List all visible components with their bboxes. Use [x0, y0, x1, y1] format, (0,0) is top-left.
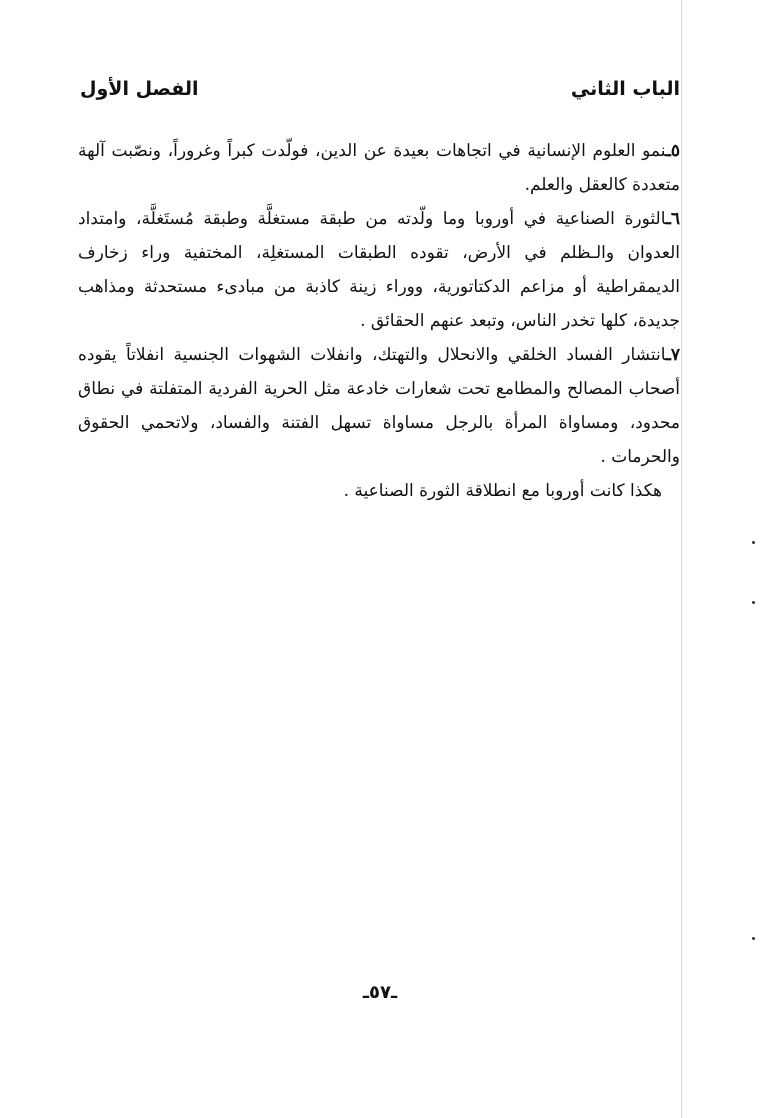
- list-item: [78, 338, 680, 474]
- item-text: انتشار الفساد الخلقي والانحلال والتهتك، وانفلات الشهوات الجنسية انفلاتاً يقوده أصحاب المصالح والمطامع تحت شعارات خادعة مثل الحرية الفردية المتفلتة في نطاق محدود، ومساواة المرأة بالرجل مساواة تسهل الفتنة والفساد، ولاتحمي الحقوق والحرمات .: [78, 345, 680, 467]
- list-item: [78, 134, 680, 202]
- item-number: ٦ـ: [665, 209, 680, 229]
- page-number: ـ٥٧ـ: [362, 982, 398, 1003]
- item-number: ٥ـ: [665, 141, 680, 161]
- body-text: [78, 134, 680, 508]
- list-item: [78, 202, 680, 338]
- header-book-title: الباب الثاني: [570, 78, 680, 100]
- item-number: ٧ـ: [665, 345, 680, 365]
- scan-speck: [752, 541, 755, 544]
- closing-sentence: هكذا كانت أوروبا مع انطلاقة الثورة الصناعية .: [343, 481, 662, 501]
- item-text: نمو العلوم الإنسانية في اتجاهات بعيدة عن الدين، فولّدت كبراً وغروراً، ونصّبت آلهة متعددة كالعقل والعلم.: [78, 141, 680, 195]
- scan-speck: [752, 601, 755, 604]
- item-text: الثورة الصناعية في أوروبا وما ولّدته من طبقة مستغلَّة وطبقة مُستَغلَّة، وامتداد العدوان والـظلم في الأرض، تقوده الطبقات المستغلِة، المختفية وراء زخارف الديمقراطية أو مزاعم الدكتاتورية، ووراء زينة كاذبة من مبادىء مستحدثة ومذاهب جديدة، كلها تخدر الناس، وتبعد عنهم الحقائق .: [78, 209, 680, 331]
- scan-speck: [752, 937, 755, 940]
- scan-edge-line: [681, 0, 682, 1118]
- running-header: [80, 78, 680, 108]
- header-chapter-title: الفصل الأول: [80, 78, 199, 100]
